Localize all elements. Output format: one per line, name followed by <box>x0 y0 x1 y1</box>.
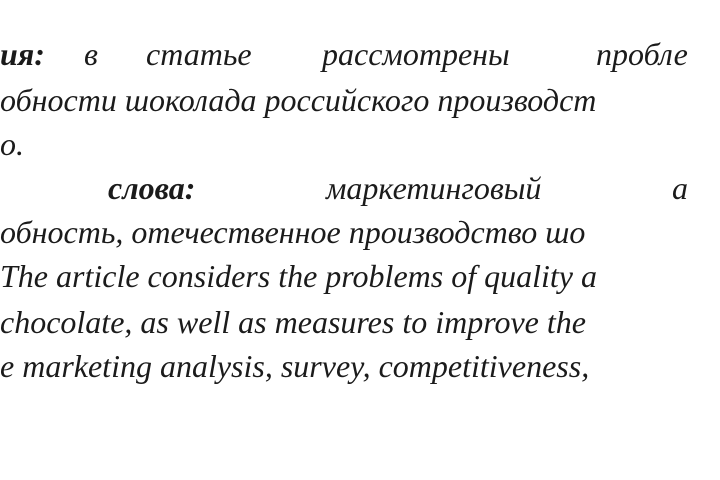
keywords-line-2: обность, отечественное производство шо <box>0 214 586 250</box>
word: статье <box>146 36 252 72</box>
abstract-line-3: о. <box>0 126 24 162</box>
keywords-heading-fragment: слова: <box>108 170 196 206</box>
abstract-heading-fragment: ия: <box>0 36 45 72</box>
english-abstract-line-1: The article considers the problems of quality a <box>0 258 597 294</box>
abstract-line-2: обности шоколада российского производст <box>0 82 597 118</box>
word: рассмотрены <box>322 36 510 72</box>
english-abstract-line-2: chocolate, as well as measures to improve the <box>0 304 586 340</box>
word: в <box>84 36 98 72</box>
word: маркетинговый <box>326 170 542 206</box>
word: пробле <box>596 36 688 72</box>
english-keywords-line: e marketing analysis, survey, competitiveness, <box>0 348 590 384</box>
word: а <box>672 170 688 206</box>
